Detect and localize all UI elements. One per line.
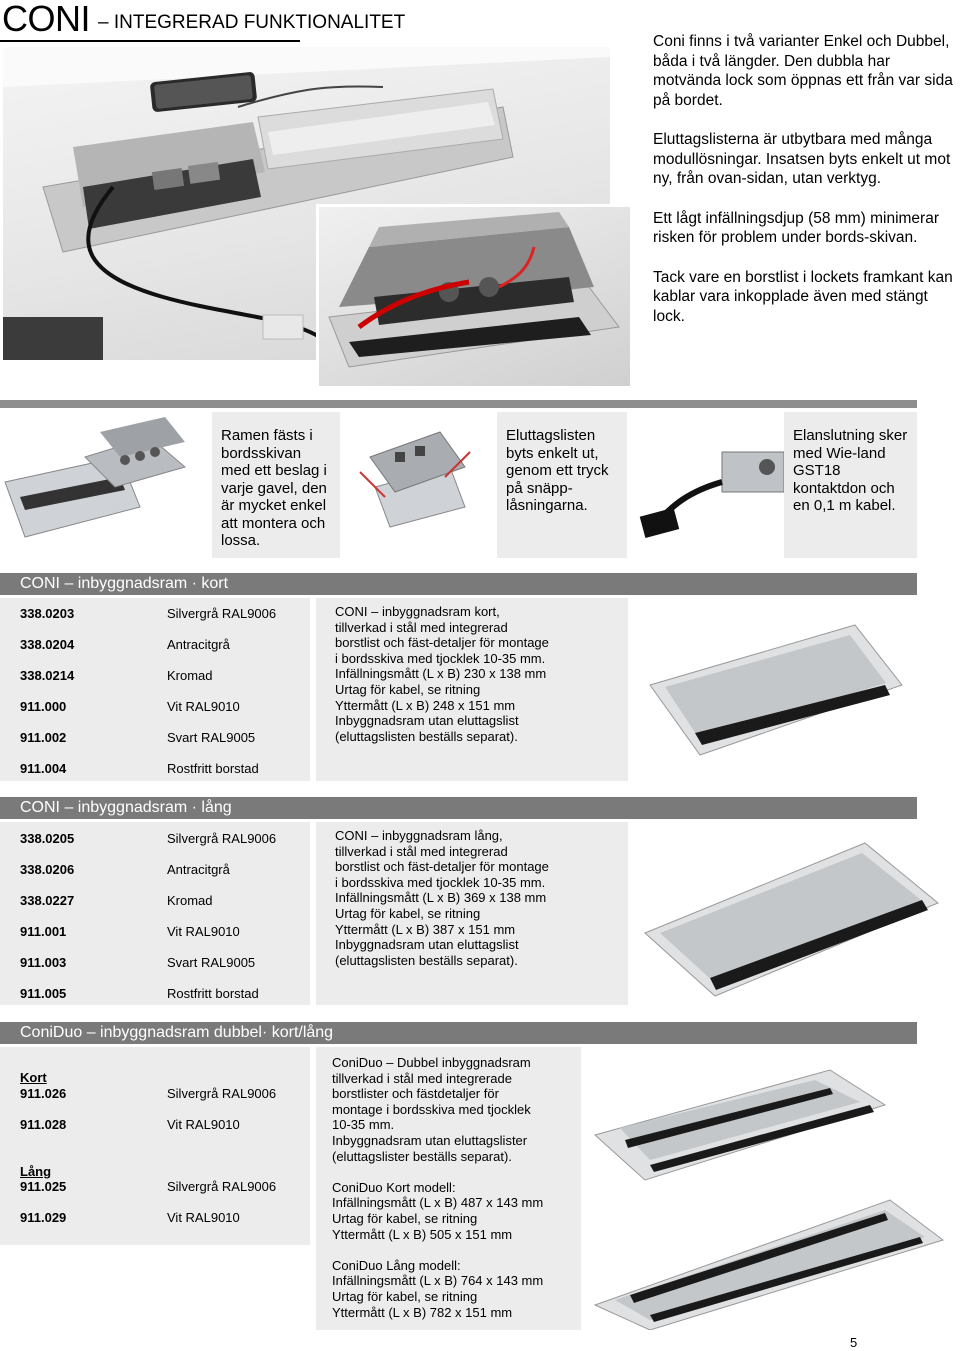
article-desc: Silvergrå RAL9006 <box>167 1179 277 1194</box>
article-desc: Vit RAL9010 <box>167 1210 240 1225</box>
brand-title: CONI <box>2 0 90 39</box>
article-code: 911.026 <box>20 1086 67 1101</box>
article-code: 911.029 <box>20 1210 67 1225</box>
description-line: tillverkad i stål med integrerade <box>332 1070 512 1086</box>
description-line: i bordsskiva med tjocklek 10-35 mm. <box>335 650 546 666</box>
open-lid-illustration <box>319 207 630 386</box>
feature-text-strip: Eluttagslisten byts enkelt ut, genom ett tryck på snäpp-låsningarna. <box>497 412 627 558</box>
product-image-duo-kort <box>590 1060 890 1185</box>
description-line: Infällningsmått (L x B) 487 x 143 mm <box>332 1195 544 1211</box>
description-line: Yttermått (L x B) 387 x 151 mm <box>335 921 516 937</box>
article-code: 911.003 <box>20 955 67 970</box>
article-desc: Rostfritt borstad <box>167 986 259 1001</box>
article-code: 338.0203 <box>20 606 75 621</box>
description-line: CONI – inbyggnadsram kort, <box>335 604 500 619</box>
article-code: 338.0214 <box>20 668 75 683</box>
description-line: 10-35 mm. <box>332 1117 395 1133</box>
article-desc: Antracitgrå <box>167 862 230 877</box>
article-code: 911.025 <box>20 1179 67 1194</box>
description-line: (eluttagslisten beställs separat). <box>335 728 518 744</box>
description-line: Infällningsmått (L x B) 230 x 138 mm <box>335 666 547 682</box>
description-line: Urtag för kabel, se ritning <box>332 1210 478 1226</box>
article-desc: Vit RAL9010 <box>167 924 240 939</box>
section-bar-lang: CONI – inbyggnadsram · lång <box>0 797 917 819</box>
article-code: 338.0206 <box>20 862 75 877</box>
feature-image-strip <box>340 412 497 558</box>
feature-image-frame <box>0 412 212 558</box>
product-image-kort <box>640 615 910 765</box>
description-line: Inbyggnadsram utan eluttagslist <box>335 937 519 953</box>
article-code: 911.028 <box>20 1117 67 1132</box>
article-desc: Vit RAL9010 <box>167 1117 240 1132</box>
description-line <box>332 1164 581 1180</box>
product-image-lang <box>640 828 940 998</box>
description-line: i bordsskiva med tjocklek 10-35 mm. <box>335 874 546 890</box>
description-line <box>332 1242 581 1258</box>
page-subtitle: – INTEGRERAD FUNKTIONALITET <box>98 12 406 33</box>
article-desc: Silvergrå RAL9006 <box>167 1086 277 1101</box>
feature-text-mounting: Ramen fästs i bordsskivan med ett beslag i varje gavel, den är mycket enkel att montera och lossa. <box>212 412 340 558</box>
description-line: Urtag för kabel, se ritning <box>335 681 481 697</box>
description-line: Yttermått (L x B) 248 x 151 mm <box>335 697 516 713</box>
title-underline <box>0 40 300 42</box>
article-desc: Rostfritt borstad <box>167 761 259 776</box>
description-line: Urtag för kabel, se ritning <box>335 905 481 921</box>
article-desc: Svart RAL9005 <box>167 730 256 745</box>
article-table-lang <box>0 822 310 1005</box>
description-duo <box>316 1047 581 1330</box>
description-line: Inbyggnadsram utan eluttagslist <box>335 713 519 729</box>
description-line: borstlist och fäst-detaljer för montage <box>335 635 549 651</box>
description-line: (eluttagslister beställs separat). <box>332 1148 512 1164</box>
article-code: 911.001 <box>20 924 67 939</box>
intro-paragraph: Tack vare en borstlist i lockets framkant kan kablar vara inkopplade även med stängt lock. <box>653 268 953 325</box>
description-line: borstlist och fäst-detaljer för montage <box>335 859 549 875</box>
intro-text <box>653 32 953 346</box>
description-line: ConiDuo Kort modell: <box>332 1179 456 1195</box>
article-code: 338.0205 <box>20 831 75 846</box>
article-code: 338.0227 <box>20 893 75 908</box>
description-line: Infällningsmått (L x B) 369 x 138 mm <box>335 890 547 906</box>
section-bar-kort: CONI – inbyggnadsram · kort <box>0 573 917 595</box>
product-photo-detail <box>316 204 630 386</box>
article-code: 911.002 <box>20 730 67 745</box>
feature-text-connection: Elanslutning sker med Wie-land GST18 kontaktdon och en 0,1 m kabel. <box>784 412 917 558</box>
article-table-kort <box>0 598 310 781</box>
description-lang <box>316 822 628 1005</box>
article-desc: Vit RAL9010 <box>167 699 240 714</box>
description-line: CONI – inbyggnadsram lång, <box>335 828 503 843</box>
group-label-lang: Lång <box>20 1164 52 1179</box>
intro-paragraph: Eluttagslisterna är utbytbara med många modullösningar. Insatsen byts enkelt ut mot ny, från ovan-sidan, utan verktyg. <box>653 131 951 187</box>
section-rule <box>0 400 917 408</box>
article-desc: Silvergrå RAL9006 <box>167 831 277 846</box>
description-line: Yttermått (L x B) 782 x 151 mm <box>332 1304 513 1320</box>
article-code: 911.005 <box>20 986 67 1001</box>
description-line: (eluttagslisten beställs separat). <box>335 952 518 968</box>
description-line: Yttermått (L x B) 505 x 151 mm <box>332 1226 513 1242</box>
description-line: ConiDuo – Dubbel inbyggnadsram <box>332 1055 531 1070</box>
description-line: borstlister och fästdetaljer för <box>332 1086 499 1102</box>
article-table-duo <box>0 1047 310 1245</box>
description-line: ConiDuo Lång modell: <box>332 1257 461 1273</box>
group-label-kort: Kort <box>20 1070 47 1085</box>
description-kort <box>316 598 628 781</box>
article-desc: Svart RAL9005 <box>167 955 256 970</box>
description-line: tillverkad i stål med integrerad <box>335 843 508 859</box>
page-number: 5 <box>850 1335 858 1350</box>
description-line: Urtag för kabel, se ritning <box>332 1288 478 1304</box>
description-line: montage i bordsskiva med tjocklek <box>332 1101 531 1117</box>
description-line: tillverkad i stål med integrerad <box>335 619 508 635</box>
article-desc: Antracitgrå <box>167 637 230 652</box>
section-bar-duo: ConiDuo – inbyggnadsram dubbel· kort/lång <box>0 1022 917 1044</box>
description-line: Infällningsmått (L x B) 764 x 143 mm <box>332 1273 544 1289</box>
article-desc: Silvergrå RAL9006 <box>167 606 277 621</box>
article-code: 911.000 <box>20 699 67 714</box>
intro-paragraph: Coni finns i två varianter Enkel och Dubbel, båda i två längder. Den dubbla har motvända lock som öppnas ett från var sida på bordet. <box>653 33 953 109</box>
feature-image-connector <box>627 412 784 558</box>
article-code: 911.004 <box>20 761 67 776</box>
description-line: Inbyggnadsram utan eluttagslister <box>332 1132 528 1148</box>
article-desc: Kromad <box>167 893 213 908</box>
intro-paragraph: Ett lågt infällningsdjup (58 mm) minimerar risken för problem under bords-skivan. <box>653 209 939 246</box>
product-image-duo-lang <box>590 1195 945 1330</box>
article-desc: Kromad <box>167 668 213 683</box>
article-code: 338.0204 <box>20 637 75 652</box>
